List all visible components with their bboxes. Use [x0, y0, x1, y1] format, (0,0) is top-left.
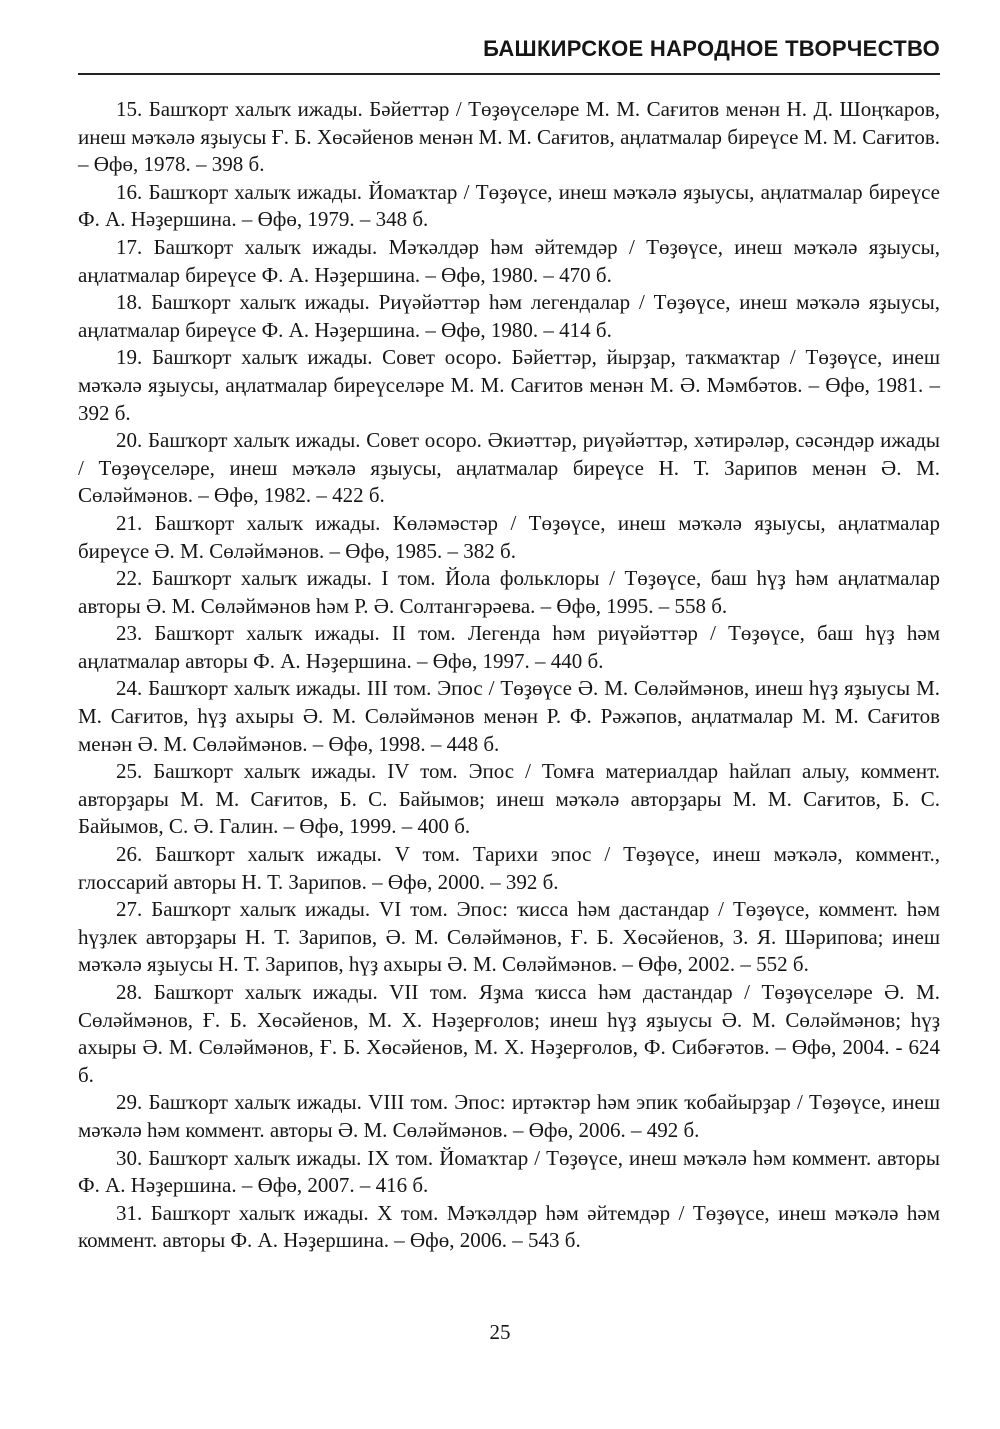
bibliography-entry-25: 25. Башҡорт халыҡ ижады. IV том. Эпос / Томға материалдар һайлап алыу, коммент. авторҙары М. М. Сағитов, Б. С. Байымов; инеш мәҡәлә авторҙары М. М. Сағитов, Б. С. Байымов, С. Ә. Галин. – Өфө, 1999. – 400 б.	[78, 759, 940, 839]
bibliography-entry-29: 29. Башҡорт халыҡ ижады. VIII том. Эпос: иртәктәр һәм эпик ҡобайырҙар / Төҙөүсе, инеш мәҡәлә һәм коммент. авторы Ә. М. Сөләймәнов. – Өфө, 2006. – 492 б.	[78, 1090, 940, 1142]
header-rule	[78, 73, 940, 75]
bibliography-entry-22: 22. Башҡорт халыҡ ижады. I том. Йола фольклоры / Төҙөүсе, баш һүҙ һәм аңлатмалар авторы Ә. М. Сөләймәнов һәм Р. Ә. Солтангәрәева. – Өфө, 1995. – 558 б.	[78, 566, 940, 618]
bibliography-entry-28: 28. Башҡорт халыҡ ижады. VII том. Яҙма ҡисса һәм дастандар / Төҙөүселәре Ә. М. Сөләймәнов, Ғ. Б. Хөсәйенов, М. Х. Нәҙерғолов; инеш һүҙ яҙыусы Ә. М. Сөләймәнов; һүҙ ахыры Ә. М. Сөләймәнов, Ғ. Б. Хөсәйенов, М. Х. Нәҙерғолов, Ф. Сибәғәтов. – Өфө, 2004. - 624 б.	[78, 980, 940, 1087]
bibliography-entry-24: 24. Башҡорт халыҡ ижады. III том. Эпос / Төҙөүсе Ә. М. Сөләймәнов, инеш һүҙ яҙыусы М. М. Сағитов, һүҙ ахыры Ә. М. Сөләймәнов менән Р. Ф. Рәжәпов, аңлатмалар М. М. Сағитов менән Ә. М. Сөләймәнов. – Өфө, 1998. – 448 б.	[78, 676, 940, 756]
bibliography-entry-23: 23. Башҡорт халыҡ ижады. II том. Легенда һәм риүәйәттәр / Төҙөүсе, баш һүҙ һәм аңлатмалар авторы Ф. А. Нәҙершина. – Өфө, 1997. – 440 б.	[78, 621, 940, 673]
bibliography-entry-21: 21. Башҡорт халыҡ ижады. Көләмәстәр / Төҙөүсе, инеш мәҡәлә яҙыусы, аңлатмалар биреүсе Ә. М. Сөләймәнов. – Өфө, 1985. – 382 б.	[78, 510, 940, 563]
bibliography-entry-17: 17. Башҡорт халыҡ ижады. Мәҡәлдәр һәм әйтемдәр / Төҙөүсе, инеш мәҡәлә яҙыусы, аңлатмалар биреүсе Ф. А. Нәҙершина. – Өфө, 1980. – 470 б.	[78, 234, 940, 287]
running-header: БАШКИРСКОЕ НАРОДНОЕ ТВОРЧЕСТВО	[483, 36, 940, 61]
bibliography-entry-18: 18. Башҡорт халыҡ ижады. Риүәйәттәр һәм легендалар / Төҙөүсе, инеш мәҡәлә яҙыусы, аңлатмалар биреүсе Ф. А. Нәҙершина. – Өфө, 1980. – 414 б.	[78, 290, 940, 342]
bibliography-entry-30: 30. Башҡорт халыҡ ижады. IX том. Йомаҡтар / Төҙөүсе, инеш мәҡәлә һәм коммент. авторы Ф. А. Нәҙершина. – Өфө, 2007. – 416 б.	[78, 1145, 940, 1198]
bibliography-entry-15: 15. Башҡорт халыҡ ижады. Бәйеттәр / Төҙөүселәре М. М. Сағитов менән Н. Д. Шоңҡаров, инеш мәҡәлә яҙыусы Ғ. Б. Хөсәйенов менән М. М. Сағитов, аңлатмалар биреүсе М. М. Сағитов. – Өфө, 1978. – 398 б.	[78, 97, 940, 177]
page-number: 25	[489, 1320, 511, 1344]
bibliography-entry-26: 26. Башҡорт халыҡ ижады. V том. Тарихи эпос / Төҙөүсе, инеш мәҡәлә, коммент., глоссарий авторы Н. Т. Зарипов. – Өфө, 2000. – 392 б.	[78, 842, 940, 894]
bibliography-entry-16: 16. Башҡорт халыҡ ижады. Йомаҡтар / Төҙөүсе, инеш мәҡәлә яҙыусы, аңлатмалар биреүсе Ф. А. Нәҙершина. – Өфө, 1979. – 348 б.	[78, 179, 940, 232]
bibliography-entry-31: 31. Башҡорт халыҡ ижады. X том. Мәҡәлдәр һәм әйтемдәр / Төҙөүсе, инеш мәҡәлә һәм коммент. авторы Ф. А. Нәҙершина. – Өфө, 2006. – 543 б.	[78, 1200, 940, 1253]
bibliography-entry-27: 27. Башҡорт халыҡ ижады. VI том. Эпос: ҡисса һәм дастандар / Төҙөүсе, коммент. һәм һүҙлек авторҙары Н. Т. Зарипов, Ә. М. Сөләймәнов, Ғ. Б. Хөсәйенов, З. Я. Шәрипова; инеш мәҡәлә яҙыусы Н. Т. Зарипов, һүҙ ахыры Ә. М. Сөләймәнов. – Өфө, 2002. – 552 б.	[78, 897, 940, 977]
bibliography-entry-20: 20. Башҡорт халыҡ ижады. Совет осоро. Әкиәттәр, риүәйәттәр, хәтирәләр, сәсәндәр ижады / Төҙөүселәре, инеш мәҡәлә яҙыусы, аңлатмалар биреүсе Н. Т. Зарипов менән Ә. М. Сөләймәнов. – Өфө, 1982. – 422 б.	[78, 428, 940, 508]
bibliography-entry-19: 19. Башҡорт халыҡ ижады. Совет осоро. Бәйеттәр, йырҙар, таҡмаҡтар / Төҙөүсе, инеш мәҡәлә яҙыусы, аңлатмалар биреүселәре М. М. Сағитов менән М. Ә. Мәмбәтов. – Өфө, 1981. – 392 б.	[78, 345, 940, 425]
bibliography-list	[78, 96, 940, 1255]
